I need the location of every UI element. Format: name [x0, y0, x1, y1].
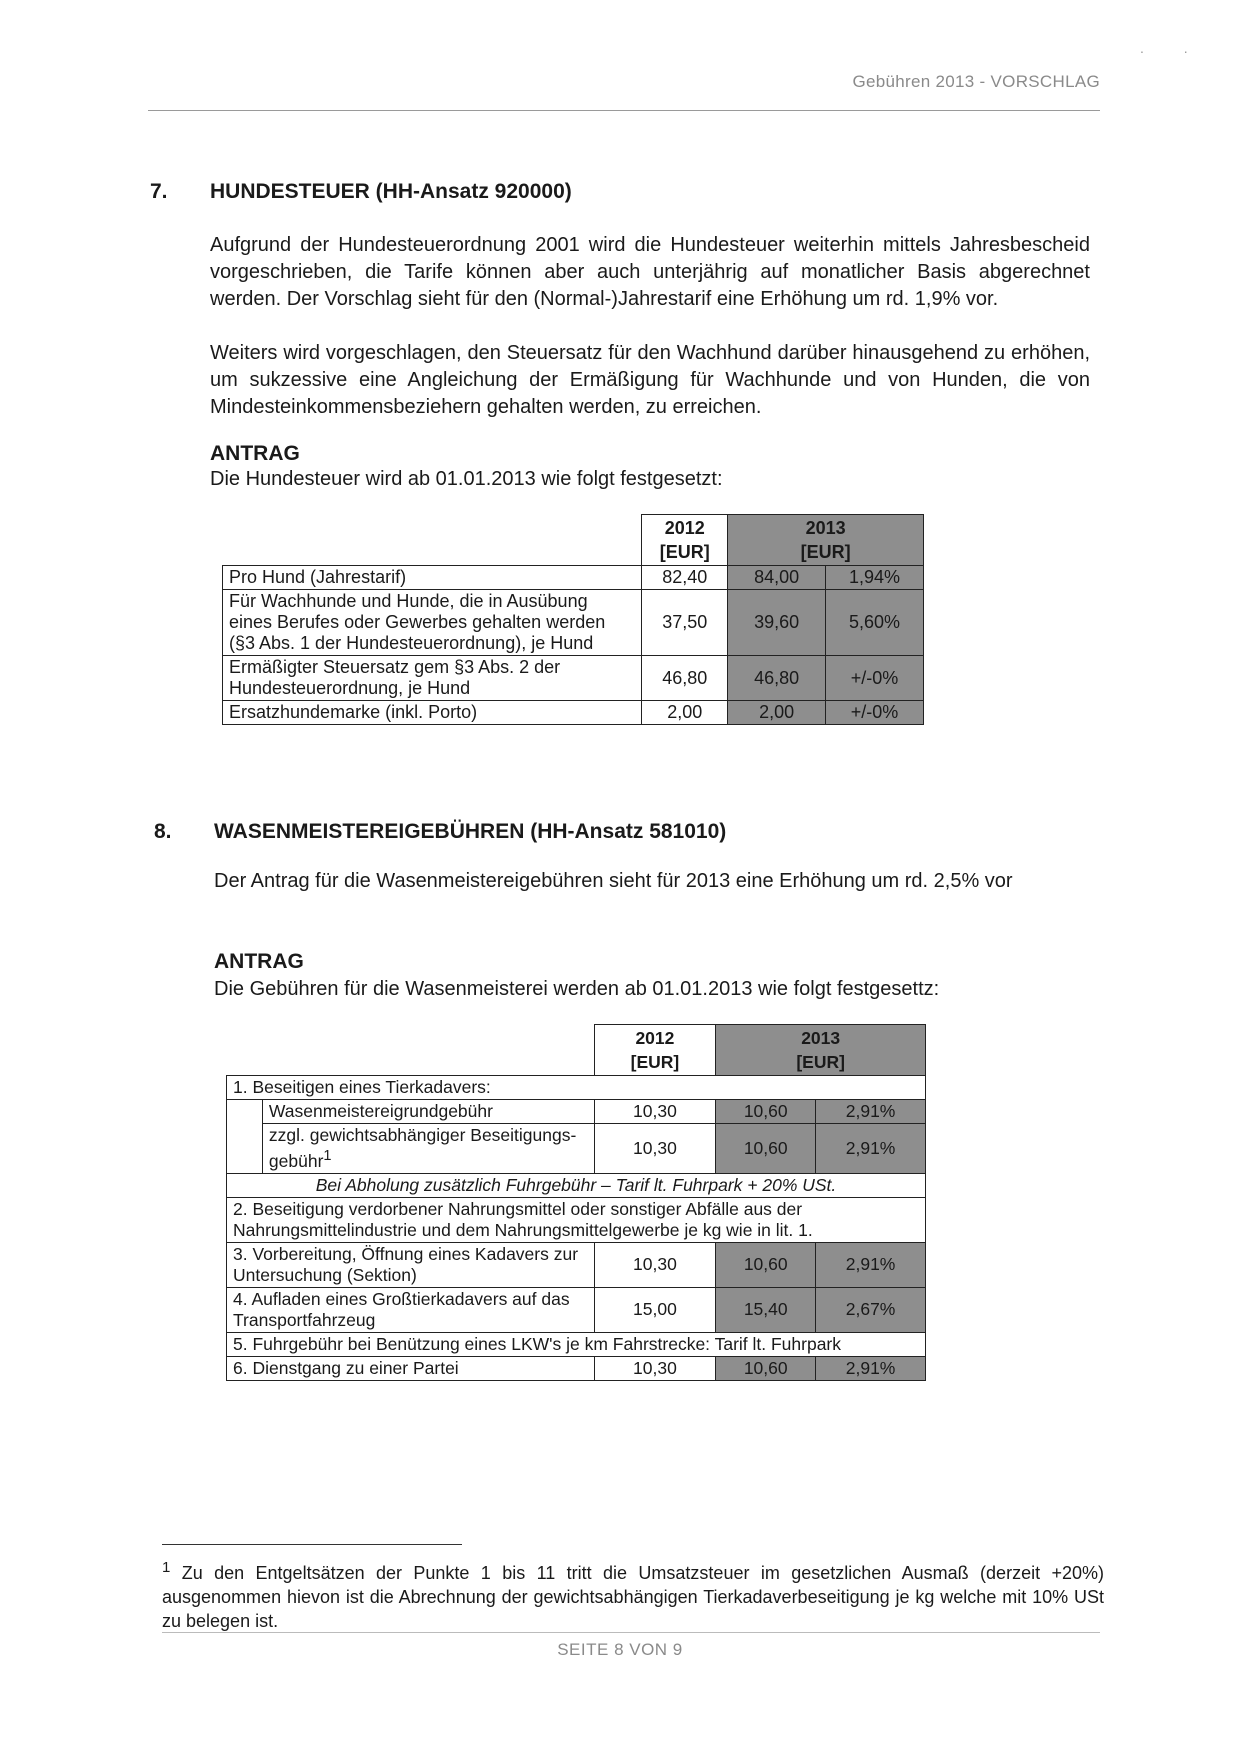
- section-7-antrag-text: Die Hundesteuer wird ab 01.01.2013 wie folgt festgesetzt:: [210, 468, 723, 490]
- table-row: 2. Beseitigung verdorbener Nahrungsmittel oder sonstiger Abfälle aus der Nahrungsmittelindustrie und dem Nahrungsmittelgewerbe je kg wie in lit. 1.: [227, 1197, 926, 1242]
- footnote-mark: 1: [162, 1559, 171, 1576]
- footer-divider: [162, 1632, 1100, 1633]
- table-row: 1. Beseitigen eines Tierkadavers:: [227, 1076, 926, 1100]
- header-divider: [148, 110, 1100, 111]
- table-row: 3. Vorbereitung, Öffnung eines Kadavers zur Untersuchung (Sektion) 10,30 10,60 2,91%: [227, 1242, 926, 1287]
- hundesteuer-table: [222, 514, 924, 725]
- table-row: Für Wachhunde und Hunde, die in Ausübung eines Berufes oder Gewerbes gehalten werden (§3 Abs. 1 der Hundesteuerordnung), je Hund 37,50 39,60 5,60%: [223, 590, 924, 656]
- table-row: Pro Hund (Jahrestarif) 82,40 84,00 1,94%: [223, 566, 924, 590]
- table-row: 4. Aufladen eines Großtierkadavers auf das Transportfahrzeug 15,00 15,40 2,67%: [227, 1287, 926, 1332]
- table-row: 5. Fuhrgebühr bei Benützung eines LKW's je km Fahrstrecke: Tarif lt. Fuhrpark: [227, 1332, 926, 1356]
- page-header-title: Gebühren 2013 - VORSCHLAG: [852, 72, 1100, 91]
- wasenmeisterei-table: [226, 1024, 926, 1381]
- table-row: Ersatzhundemarke (inkl. Porto) 2,00 2,00 +/-0%: [223, 701, 924, 725]
- section-8-title: WASENMEISTEREIGEBÜHREN (HH-Ansatz 581010): [214, 820, 727, 843]
- section-8-paragraph: Der Antrag für die Wasenmeistereigebühren sieht für 2013 eine Erhöhung um rd. 2,5% vor: [214, 870, 1013, 892]
- section-7-antrag-label: ANTRAG: [210, 442, 300, 465]
- col-2012-header: 2012 [EUR]: [642, 515, 728, 566]
- col-2012-header: 2012 [EUR]: [594, 1025, 716, 1076]
- footnote: [162, 1556, 1104, 1633]
- section-8-number: 8.: [154, 820, 172, 843]
- section-7-number: 7.: [150, 180, 168, 203]
- table-row: Bei Abholung zusätzlich Fuhrgebühr – Tarif lt. Fuhrpark + 20% USt.: [227, 1173, 926, 1197]
- table-header-row: [227, 1025, 926, 1076]
- section-7-paragraph-1: Aufgrund der Hundesteuerordnung 2001 wird die Hundesteuer weiterhin mittels Jahresbescheid vorgeschrieben, die Tarife können aber auch unterjährig auf monatlicher Basis abgerechnet werden. Der Vorschlag sieht für den (Normal-)Jahrestarif eine Erhöhung um rd. 1,9% vor.: [210, 234, 1090, 310]
- table-row: zzgl. gewichtsabhängiger Beseitigungs-gebühr$^1$ 10,30 10,60 2,91%: [227, 1124, 926, 1174]
- section-8-antrag-text: Die Gebühren für die Wasenmeisterei werden ab 01.01.2013 wie folgt festgesettz:: [214, 978, 940, 1000]
- section-7-title: HUNDESTEUER (HH-Ansatz 920000): [210, 180, 572, 203]
- footnote-text: Zu den Entgeltsätzen der Punkte 1 bis 11 tritt die Umsatzsteuer im gesetzlichen Ausmaß (derzeit +20%) ausgenommen hievon ist die Abrechnung der gewichtsabhängigen Tierkadaverbeseitigung je kg welche mit 10% USt zu belegen ist.: [162, 1563, 1104, 1631]
- table-row: Ermäßigter Steuersatz gem §3 Abs. 2 der Hundesteuerordnung, je Hund 46,80 46,80 +/-0%: [223, 656, 924, 701]
- section-7-paragraph-2: Weiters wird vorgeschlagen, den Steuersatz für den Wachhund darüber hinausgehend zu erhöhen, um sukzessive eine Angleichung der Ermäßigung für Wachhunde und von Hunden, die von Mindesteinkommensbeziehern gehalten werden, zu erreichen.: [210, 342, 1090, 418]
- col-2013-header: 2013 [EUR]: [716, 1025, 926, 1076]
- table-row: 6. Dienstgang zu einer Partei 10,30 10,60 2,91%: [227, 1356, 926, 1380]
- table-row: Wasenmeistereigrundgebühr 10,30 10,60 2,91%: [227, 1100, 926, 1124]
- scan-marks: . .: [1140, 40, 1206, 56]
- page-number: SEITE 8 VON 9: [557, 1640, 683, 1659]
- col-2013-header: 2013 [EUR]: [728, 515, 924, 566]
- footnote-divider: [162, 1544, 462, 1545]
- table-header-row: [223, 515, 924, 566]
- footnote-ref: 1: [323, 1148, 332, 1164]
- section-8-antrag-label: ANTRAG: [214, 950, 304, 973]
